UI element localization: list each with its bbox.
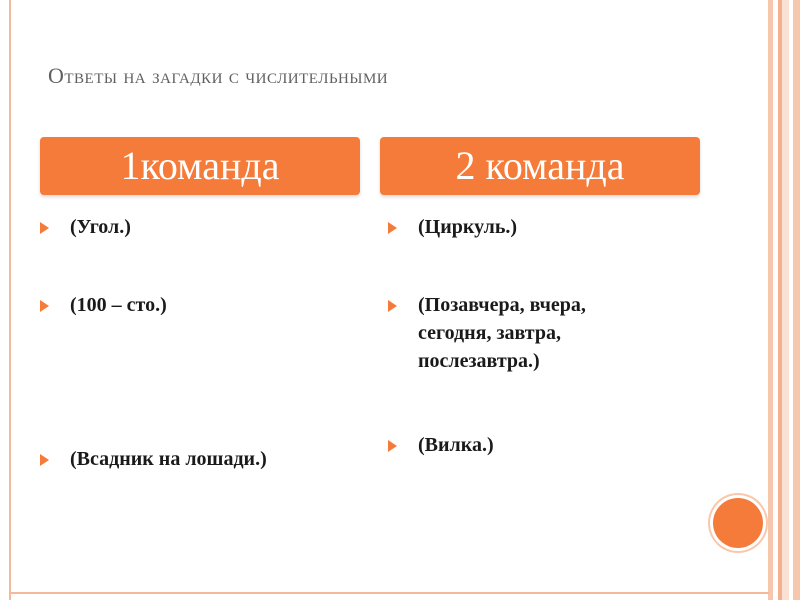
- answer-text: (Всадник на лошади.): [70, 448, 267, 470]
- decorative-circle: [713, 498, 763, 548]
- list-item: [40, 213, 131, 241]
- slide-title: Ответы на загадки с числительными: [48, 63, 389, 88]
- team1-header: 1команда: [40, 137, 360, 195]
- bullet-arrow-icon: [40, 454, 49, 466]
- list-item: [388, 291, 586, 375]
- answer-text: (Вилка.): [418, 434, 494, 456]
- team2-header: 2 команда: [380, 137, 700, 195]
- bullet-arrow-icon: [40, 300, 49, 312]
- bullet-arrow-icon: [388, 440, 397, 452]
- list-item: [388, 213, 517, 241]
- frame-line-bottom: [9, 592, 769, 594]
- frame-line-left: [9, 0, 11, 600]
- list-item: [40, 445, 267, 473]
- bullet-arrow-icon: [388, 300, 397, 312]
- list-item: [388, 431, 494, 459]
- frame-stripes-right: [762, 0, 800, 600]
- answer-text: послезавтра.): [418, 350, 540, 372]
- answer-text: (Позавчера, вчера,: [418, 294, 586, 316]
- bullet-arrow-icon: [40, 222, 49, 234]
- answer-text: (Угол.): [70, 216, 131, 238]
- answer-text: (100 – сто.): [70, 294, 167, 316]
- answer-text: сегодня, завтра,: [418, 322, 561, 344]
- list-item: [40, 291, 167, 319]
- bullet-arrow-icon: [388, 222, 397, 234]
- answer-text: (Циркуль.): [418, 216, 518, 238]
